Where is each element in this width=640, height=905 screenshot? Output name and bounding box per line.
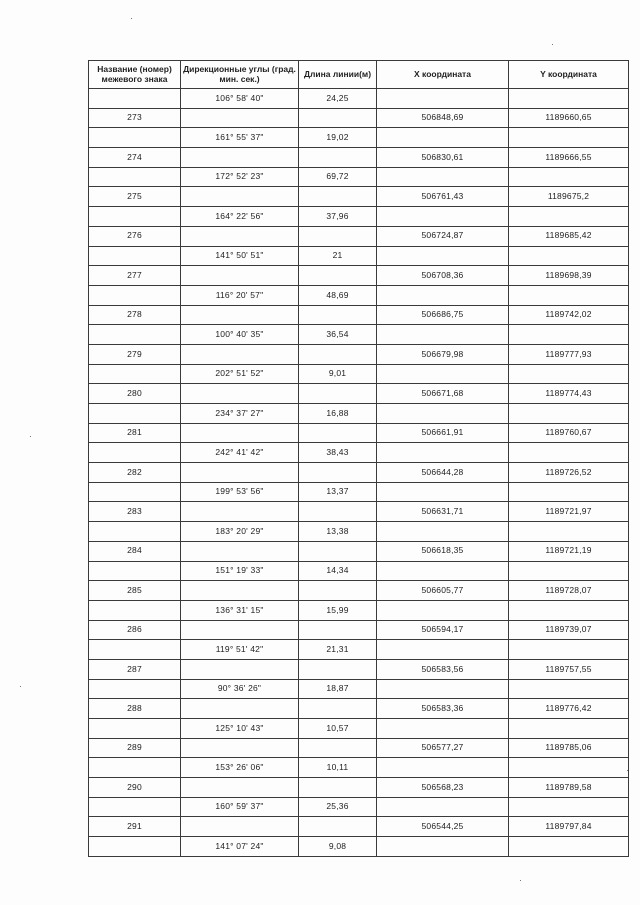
y-coordinate-cell: 1189774,43 (509, 384, 629, 404)
segment-row (89, 758, 629, 778)
point-row (89, 620, 629, 640)
segment-row (89, 719, 629, 739)
y-coordinate-cell: 1189757,55 (509, 659, 629, 679)
segment-row (89, 128, 629, 148)
line-length-cell: 48,69 (299, 285, 377, 305)
point-row (89, 423, 629, 443)
empty-cell (89, 325, 181, 345)
x-coordinate-cell: 506848,69 (377, 108, 509, 128)
x-coordinate-cell: 506661,91 (377, 423, 509, 443)
boundary-points-table (88, 60, 629, 857)
empty-cell (181, 463, 299, 483)
empty-cell (509, 719, 629, 739)
segment-row (89, 89, 629, 109)
x-coordinate-cell: 506761,43 (377, 187, 509, 207)
line-length-cell: 37,96 (299, 207, 377, 227)
direction-angle-cell: 141° 50' 51" (181, 246, 299, 266)
point-row (89, 541, 629, 561)
x-coordinate-cell: 506577,27 (377, 738, 509, 758)
point-row (89, 463, 629, 483)
empty-cell (377, 167, 509, 187)
point-row (89, 226, 629, 246)
x-coordinate-cell: 506830,61 (377, 148, 509, 168)
y-coordinate-cell: 1189785,06 (509, 738, 629, 758)
point-name-cell: 291 (89, 817, 181, 837)
point-row (89, 305, 629, 325)
point-row (89, 738, 629, 758)
point-row (89, 817, 629, 837)
empty-cell (299, 620, 377, 640)
empty-cell (181, 305, 299, 325)
empty-cell (377, 89, 509, 109)
empty-cell (377, 246, 509, 266)
empty-cell (181, 659, 299, 679)
empty-cell (89, 482, 181, 502)
empty-cell (299, 344, 377, 364)
point-row (89, 384, 629, 404)
point-name-cell: 276 (89, 226, 181, 246)
empty-cell (89, 758, 181, 778)
empty-cell (509, 640, 629, 660)
direction-angle-cell: 234° 37' 27" (181, 404, 299, 424)
empty-cell (509, 443, 629, 463)
empty-cell (509, 89, 629, 109)
empty-cell (377, 128, 509, 148)
empty-cell (299, 778, 377, 798)
segment-row (89, 837, 629, 857)
scan-speck (552, 44, 553, 45)
empty-cell (181, 266, 299, 286)
point-name-cell: 282 (89, 463, 181, 483)
point-name-cell: 289 (89, 738, 181, 758)
empty-cell (299, 108, 377, 128)
empty-cell (89, 404, 181, 424)
y-coordinate-cell: 1189698,39 (509, 266, 629, 286)
empty-cell (377, 522, 509, 542)
scan-speck (627, 770, 628, 771)
point-row (89, 108, 629, 128)
line-length-cell: 10,11 (299, 758, 377, 778)
empty-cell (89, 89, 181, 109)
empty-cell (181, 699, 299, 719)
empty-cell (377, 797, 509, 817)
y-coordinate-cell: 1189721,19 (509, 541, 629, 561)
empty-cell (509, 679, 629, 699)
line-length-cell: 10,57 (299, 719, 377, 739)
point-name-cell: 274 (89, 148, 181, 168)
empty-cell (377, 325, 509, 345)
y-coordinate-cell: 1189760,67 (509, 423, 629, 443)
direction-angle-cell: 202° 51' 52" (181, 364, 299, 384)
point-name-cell: 278 (89, 305, 181, 325)
empty-cell (181, 502, 299, 522)
segment-row (89, 285, 629, 305)
empty-cell (89, 837, 181, 857)
empty-cell (181, 581, 299, 601)
line-length-cell: 19,02 (299, 128, 377, 148)
empty-cell (89, 443, 181, 463)
x-coordinate-cell: 506631,71 (377, 502, 509, 522)
x-coordinate-cell: 506594,17 (377, 620, 509, 640)
point-name-cell: 288 (89, 699, 181, 719)
empty-cell (299, 817, 377, 837)
empty-cell (299, 266, 377, 286)
empty-cell (509, 522, 629, 542)
empty-cell (89, 719, 181, 739)
direction-angle-cell: 183° 20' 29" (181, 522, 299, 542)
y-coordinate-cell: 1189721,97 (509, 502, 629, 522)
scan-speck (520, 880, 521, 881)
x-coordinate-cell: 506583,36 (377, 699, 509, 719)
x-coordinate-cell: 506618,35 (377, 541, 509, 561)
empty-cell (89, 797, 181, 817)
empty-cell (377, 364, 509, 384)
empty-cell (509, 285, 629, 305)
empty-cell (89, 167, 181, 187)
segment-row (89, 797, 629, 817)
empty-cell (89, 679, 181, 699)
line-length-cell: 16,88 (299, 404, 377, 424)
empty-cell (181, 108, 299, 128)
y-coordinate-cell: 1189739,07 (509, 620, 629, 640)
empty-cell (181, 187, 299, 207)
x-coordinate-cell: 506583,56 (377, 659, 509, 679)
y-coordinate-cell: 1189777,93 (509, 344, 629, 364)
segment-row (89, 325, 629, 345)
direction-angle-cell: 116° 20' 57" (181, 285, 299, 305)
empty-cell (509, 758, 629, 778)
empty-cell (89, 285, 181, 305)
header-line-length: Длина линии(м) (299, 61, 377, 89)
direction-angle-cell: 242° 41' 42" (181, 443, 299, 463)
empty-cell (509, 207, 629, 227)
empty-cell (377, 285, 509, 305)
line-length-cell: 15,99 (299, 600, 377, 620)
x-coordinate-cell: 506568,23 (377, 778, 509, 798)
empty-cell (377, 719, 509, 739)
empty-cell (181, 344, 299, 364)
empty-cell (377, 404, 509, 424)
point-name-cell: 283 (89, 502, 181, 522)
empty-cell (377, 207, 509, 227)
empty-cell (509, 364, 629, 384)
empty-cell (299, 148, 377, 168)
empty-cell (377, 758, 509, 778)
empty-cell (181, 423, 299, 443)
empty-cell (509, 482, 629, 502)
empty-cell (377, 679, 509, 699)
point-name-cell: 277 (89, 266, 181, 286)
empty-cell (377, 600, 509, 620)
line-length-cell: 9,08 (299, 837, 377, 857)
segment-row (89, 522, 629, 542)
line-length-cell: 18,87 (299, 679, 377, 699)
line-length-cell: 21,31 (299, 640, 377, 660)
direction-angle-cell: 141° 07' 24" (181, 837, 299, 857)
empty-cell (89, 364, 181, 384)
empty-cell (509, 837, 629, 857)
point-name-cell: 285 (89, 581, 181, 601)
empty-cell (89, 246, 181, 266)
empty-cell (89, 207, 181, 227)
point-row (89, 266, 629, 286)
segment-row (89, 640, 629, 660)
empty-cell (299, 699, 377, 719)
header-y-coordinate: Y координата (509, 61, 629, 89)
table-body (89, 89, 629, 857)
point-row (89, 187, 629, 207)
y-coordinate-cell: 1189789,58 (509, 778, 629, 798)
empty-cell (377, 482, 509, 502)
segment-row (89, 561, 629, 581)
empty-cell (299, 305, 377, 325)
segment-row (89, 246, 629, 266)
y-coordinate-cell: 1189685,42 (509, 226, 629, 246)
point-name-cell: 275 (89, 187, 181, 207)
header-direction-angle: Дирекционные углы (град. мин. сек.) (181, 61, 299, 89)
empty-cell (299, 226, 377, 246)
empty-cell (181, 817, 299, 837)
x-coordinate-cell: 506724,87 (377, 226, 509, 246)
point-name-cell: 280 (89, 384, 181, 404)
segment-row (89, 679, 629, 699)
direction-angle-cell: 106° 58' 40" (181, 89, 299, 109)
empty-cell (299, 738, 377, 758)
point-row (89, 778, 629, 798)
empty-cell (89, 128, 181, 148)
empty-cell (181, 384, 299, 404)
direction-angle-cell: 164° 22' 56" (181, 207, 299, 227)
y-coordinate-cell: 1189797,84 (509, 817, 629, 837)
y-coordinate-cell: 1189675,2 (509, 187, 629, 207)
y-coordinate-cell: 1189728,07 (509, 581, 629, 601)
empty-cell (89, 522, 181, 542)
direction-angle-cell: 125° 10' 43" (181, 719, 299, 739)
line-length-cell: 38,43 (299, 443, 377, 463)
direction-angle-cell: 136° 31' 15" (181, 600, 299, 620)
x-coordinate-cell: 506686,75 (377, 305, 509, 325)
empty-cell (299, 502, 377, 522)
x-coordinate-cell: 506644,28 (377, 463, 509, 483)
header-point-name: Название (номер) межевого знака (89, 61, 181, 89)
empty-cell (181, 226, 299, 246)
empty-cell (89, 640, 181, 660)
point-row (89, 659, 629, 679)
segment-row (89, 364, 629, 384)
x-coordinate-cell: 506671,68 (377, 384, 509, 404)
empty-cell (299, 581, 377, 601)
line-length-cell: 36,54 (299, 325, 377, 345)
point-row (89, 581, 629, 601)
empty-cell (509, 167, 629, 187)
line-length-cell: 13,37 (299, 482, 377, 502)
scan-speck (131, 18, 132, 19)
empty-cell (509, 561, 629, 581)
point-name-cell: 279 (89, 344, 181, 364)
segment-row (89, 404, 629, 424)
y-coordinate-cell: 1189666,55 (509, 148, 629, 168)
line-length-cell: 13,38 (299, 522, 377, 542)
empty-cell (509, 404, 629, 424)
x-coordinate-cell: 506605,77 (377, 581, 509, 601)
x-coordinate-cell: 506544,25 (377, 817, 509, 837)
point-name-cell: 281 (89, 423, 181, 443)
direction-angle-cell: 161° 55' 37" (181, 128, 299, 148)
empty-cell (377, 837, 509, 857)
line-length-cell: 69,72 (299, 167, 377, 187)
empty-cell (299, 463, 377, 483)
segment-row (89, 167, 629, 187)
direction-angle-cell: 172° 52' 23" (181, 167, 299, 187)
point-row (89, 502, 629, 522)
empty-cell (89, 561, 181, 581)
empty-cell (377, 443, 509, 463)
segment-row (89, 443, 629, 463)
point-name-cell: 273 (89, 108, 181, 128)
point-name-cell: 287 (89, 659, 181, 679)
empty-cell (181, 778, 299, 798)
line-length-cell: 24,25 (299, 89, 377, 109)
direction-angle-cell: 160° 59' 37" (181, 797, 299, 817)
empty-cell (299, 659, 377, 679)
direction-angle-cell: 151° 19' 33" (181, 561, 299, 581)
empty-cell (377, 640, 509, 660)
segment-row (89, 600, 629, 620)
point-name-cell: 284 (89, 541, 181, 561)
line-length-cell: 9,01 (299, 364, 377, 384)
direction-angle-cell: 199° 53' 56" (181, 482, 299, 502)
empty-cell (299, 187, 377, 207)
point-row (89, 344, 629, 364)
empty-cell (377, 561, 509, 581)
empty-cell (299, 384, 377, 404)
direction-angle-cell: 153° 26' 06" (181, 758, 299, 778)
line-length-cell: 14,34 (299, 561, 377, 581)
point-name-cell: 290 (89, 778, 181, 798)
x-coordinate-cell: 506708,36 (377, 266, 509, 286)
empty-cell (181, 541, 299, 561)
empty-cell (509, 325, 629, 345)
point-row (89, 699, 629, 719)
table-header-row (89, 61, 629, 89)
scan-speck (20, 686, 21, 687)
scan-speck (30, 436, 31, 437)
line-length-cell: 21 (299, 246, 377, 266)
direction-angle-cell: 90° 36' 26" (181, 679, 299, 699)
y-coordinate-cell: 1189726,52 (509, 463, 629, 483)
direction-angle-cell: 100° 40' 35" (181, 325, 299, 345)
y-coordinate-cell: 1189742,02 (509, 305, 629, 325)
empty-cell (299, 423, 377, 443)
empty-cell (181, 148, 299, 168)
empty-cell (509, 246, 629, 266)
segment-row (89, 482, 629, 502)
segment-row (89, 207, 629, 227)
x-coordinate-cell: 506679,98 (377, 344, 509, 364)
empty-cell (181, 620, 299, 640)
y-coordinate-cell: 1189660,65 (509, 108, 629, 128)
empty-cell (299, 541, 377, 561)
direction-angle-cell: 119° 51' 42" (181, 640, 299, 660)
empty-cell (89, 600, 181, 620)
y-coordinate-cell: 1189776,42 (509, 699, 629, 719)
header-x-coordinate: X координата (377, 61, 509, 89)
point-name-cell: 286 (89, 620, 181, 640)
empty-cell (509, 600, 629, 620)
line-length-cell: 25,36 (299, 797, 377, 817)
empty-cell (181, 738, 299, 758)
point-row (89, 148, 629, 168)
empty-cell (509, 128, 629, 148)
empty-cell (509, 797, 629, 817)
